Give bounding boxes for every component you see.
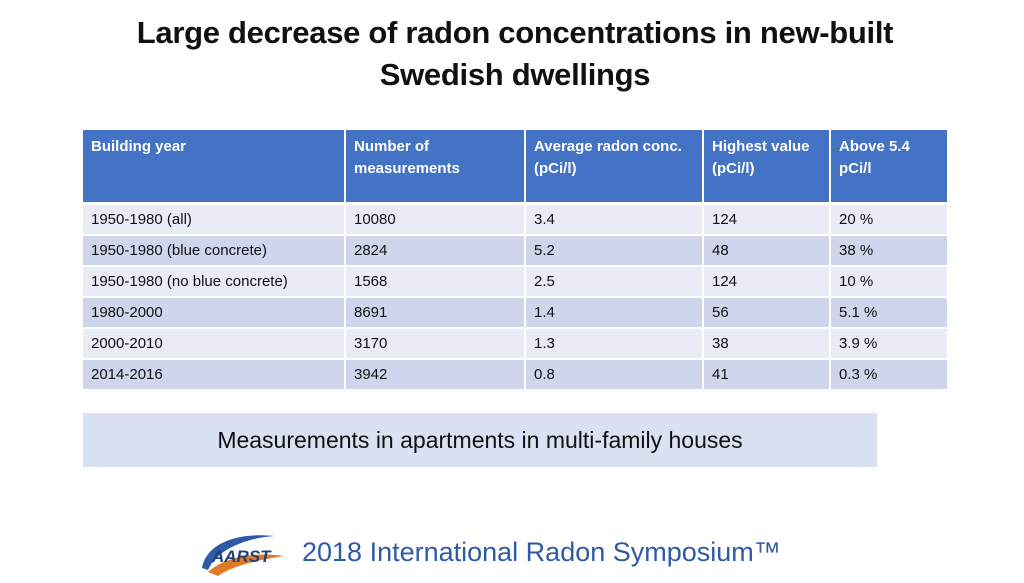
cell-average: 2.5 xyxy=(525,266,703,297)
cell-measurements: 3170 xyxy=(345,328,525,359)
table-row xyxy=(83,266,947,297)
cell-highest: 56 xyxy=(703,297,830,328)
cell-above: 5.1 % xyxy=(830,297,947,328)
cell-above: 38 % xyxy=(830,235,947,266)
cell-above: 20 % xyxy=(830,204,947,236)
table-row xyxy=(83,359,947,390)
table-row xyxy=(83,297,947,328)
header-above-threshold: Above 5.4 pCi/l xyxy=(830,130,947,204)
note-text: Measurements in apartments in multi-family houses xyxy=(217,426,743,453)
aarst-logo xyxy=(196,526,288,578)
table-row xyxy=(83,328,947,359)
cell-measurements: 2824 xyxy=(345,235,525,266)
cell-building-year: 2014-2016 xyxy=(83,359,345,390)
title-line-2: Swedish dwellings xyxy=(379,57,651,92)
table-row xyxy=(83,235,947,266)
cell-average: 1.4 xyxy=(525,297,703,328)
cell-highest: 41 xyxy=(703,359,830,390)
cell-measurements: 10080 xyxy=(345,204,525,236)
table-row xyxy=(83,204,947,236)
cell-average: 0.8 xyxy=(525,359,703,390)
cell-building-year: 2000-2010 xyxy=(83,328,345,359)
cell-measurements: 1568 xyxy=(345,266,525,297)
header-number-of-measurements: Number of measurements xyxy=(345,130,525,204)
page-title xyxy=(60,12,970,96)
note-box xyxy=(83,413,877,467)
header-highest-value: Highest value (pCi/l) xyxy=(703,130,830,204)
cell-measurements: 3942 xyxy=(345,359,525,390)
header-building-year: Building year xyxy=(83,130,345,204)
title-line-1: Large decrease of radon concentrations in new-built xyxy=(136,15,894,50)
cell-highest: 48 xyxy=(703,235,830,266)
table-header-row xyxy=(83,130,947,204)
cell-above: 3.9 % xyxy=(830,328,947,359)
aarst-logo-icon xyxy=(196,526,288,578)
cell-highest: 124 xyxy=(703,204,830,236)
cell-measurements: 8691 xyxy=(345,297,525,328)
cell-average: 1.3 xyxy=(525,328,703,359)
cell-building-year: 1950-1980 (blue concrete) xyxy=(83,235,345,266)
radon-table xyxy=(83,130,947,391)
cell-highest: 124 xyxy=(703,266,830,297)
cell-highest: 38 xyxy=(703,328,830,359)
cell-above: 10 % xyxy=(830,266,947,297)
cell-above: 0.3 % xyxy=(830,359,947,390)
footer-text: 2018 International Radon Symposium™ xyxy=(302,536,781,567)
svg-text:AARST: AARST xyxy=(212,547,271,566)
footer xyxy=(196,524,856,580)
cell-building-year: 1980-2000 xyxy=(83,297,345,328)
cell-average: 5.2 xyxy=(525,235,703,266)
cell-building-year: 1950-1980 (all) xyxy=(83,204,345,236)
cell-average: 3.4 xyxy=(525,204,703,236)
header-average-radon: Average radon conc. (pCi/l) xyxy=(525,130,703,204)
cell-building-year: 1950-1980 (no blue concrete) xyxy=(83,266,345,297)
